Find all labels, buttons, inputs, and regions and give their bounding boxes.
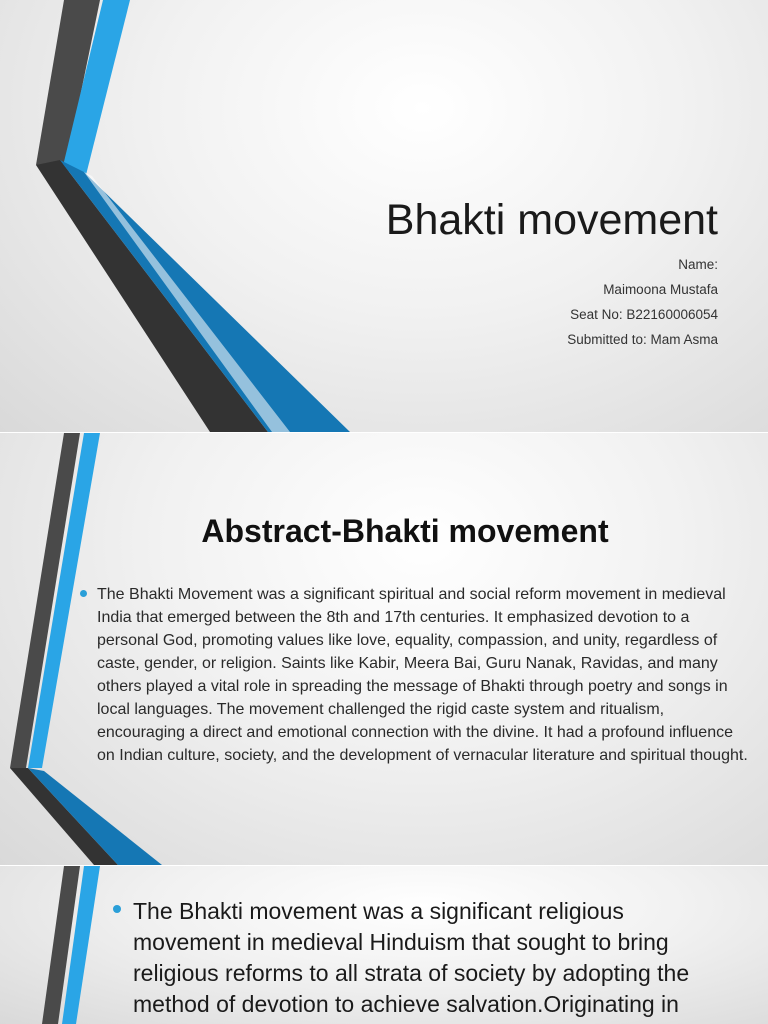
presenter-details — [567, 252, 718, 352]
presenter-name: Maimoona Mustafa — [603, 282, 718, 297]
bullet-icon — [113, 905, 121, 913]
abstract-slide — [0, 433, 768, 865]
content-slide — [0, 866, 768, 1024]
bullet-point — [80, 583, 752, 767]
slide-title: Abstract-Bhakti movement — [201, 513, 609, 549]
seat-number: Seat No: B22160006054 — [570, 307, 718, 322]
slide-title: Bhakti movement — [385, 196, 718, 244]
name-label: Name: — [678, 257, 718, 272]
bullet-icon — [80, 590, 87, 597]
title-slide — [0, 0, 768, 432]
bullet-text: The Bhakti Movement was a significant spiritual and social reform movement in medieval India that emerged between the 8th and 17th centuries. It emphasized devotion to a personal God, promoting values like love, equality, compassion, and unity, regardless of caste, gender, or religion. Saints like Kabir, Meera Bai, Guru Nanak, Ravidas, and many others played a vital role in spreading the message of Bhakti through poetry and songs in local languages. The movement challenged the rigid caste system and ritualism, encouraging a direct and emotional connection with the divine. It had a profound influence on Indian culture, society, and the development of vernacular literature and spiritual thought. — [97, 586, 748, 764]
bullet-text: The Bhakti movement was a significant religious movement in medieval Hinduism that sought to bring religious reforms to all strata of society by adopting the method of devotion to achieve salvation.Originating in — [133, 898, 690, 1017]
submitted-to: Submitted to: Mam Asma — [567, 332, 718, 347]
bullet-point — [113, 896, 733, 1020]
